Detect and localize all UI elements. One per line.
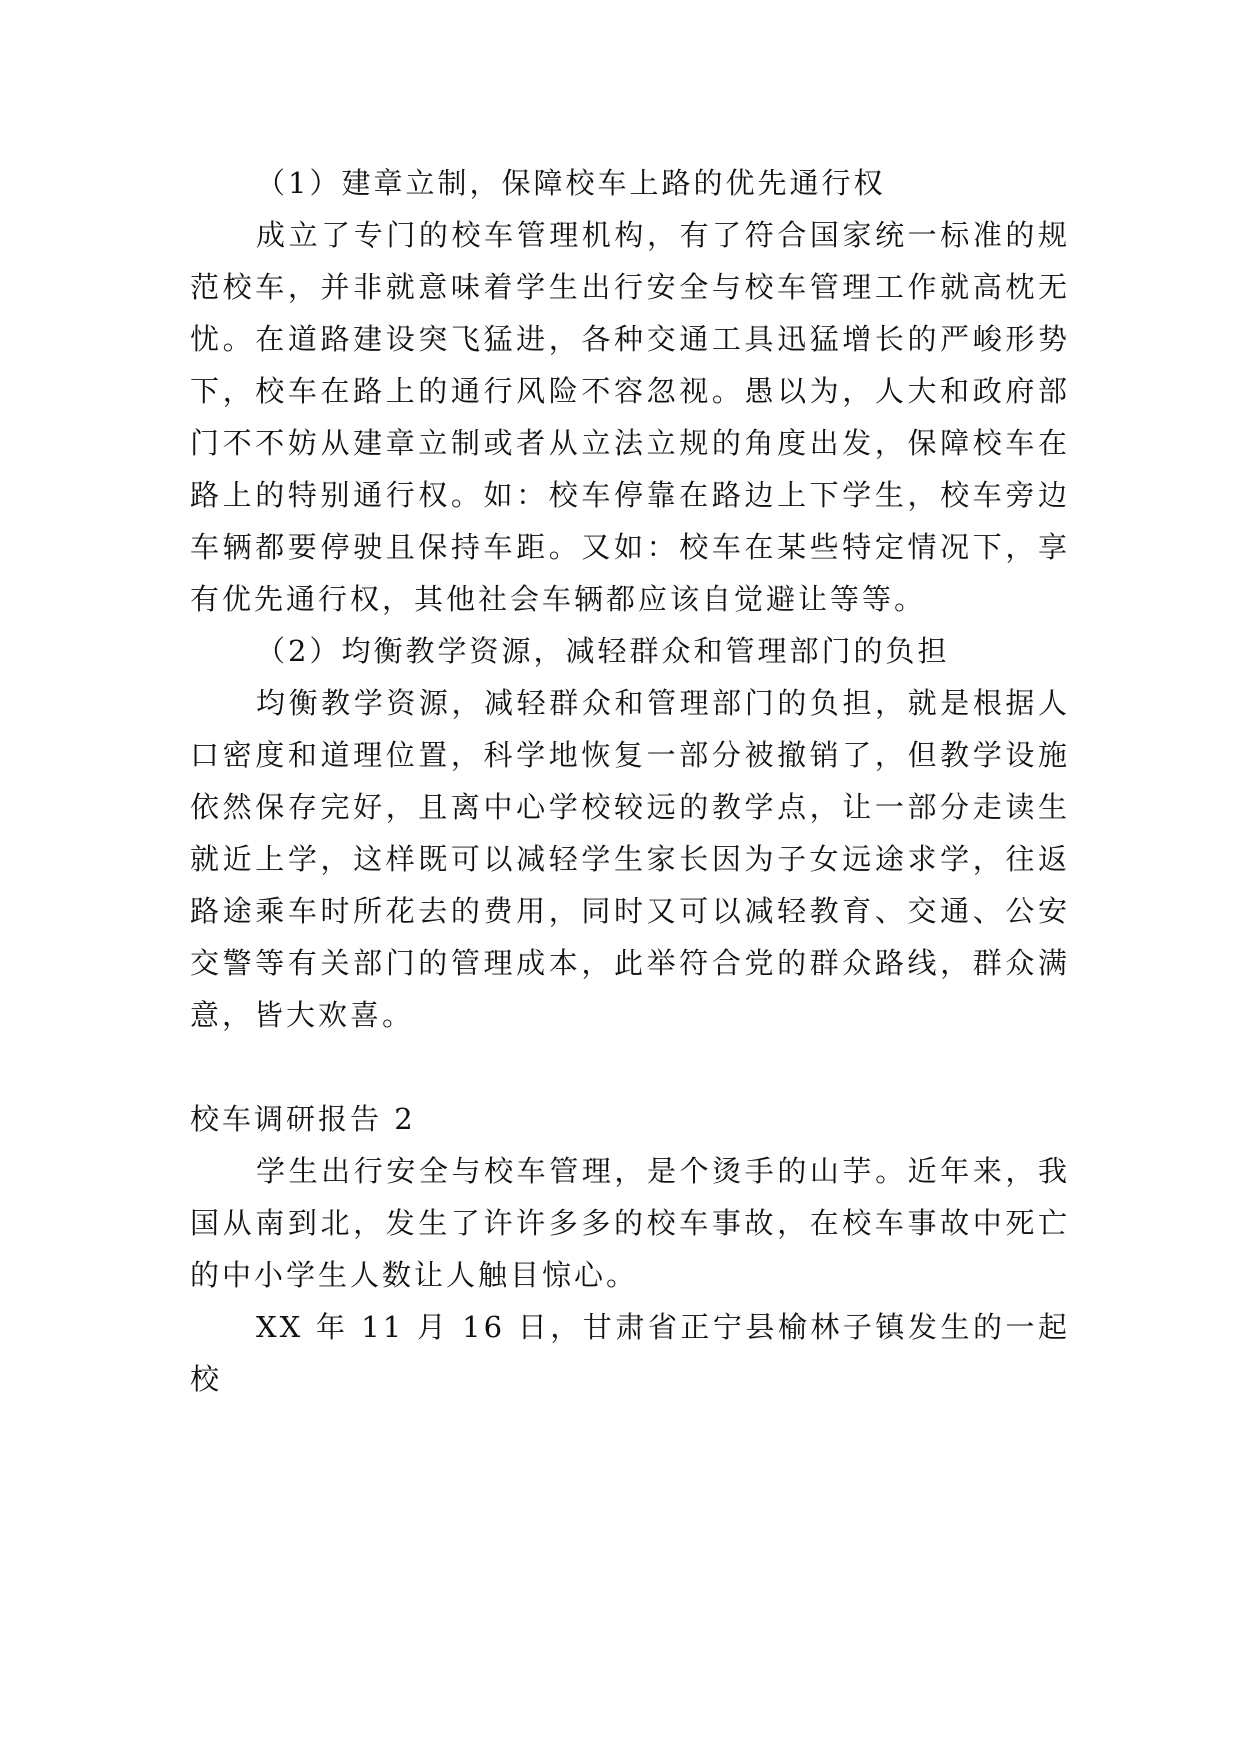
section1-heading: （1）建章立制，保障校车上路的优先通行权 (256, 166, 886, 200)
section2-heading: （2）均衡教学资源，减轻群众和管理部门的负担 (256, 634, 950, 668)
section1-paragraph: 成立了专门的校车管理机构，有了符合国家统一标准的规范校车，并非就意味着学生出行安全与校车管理工作就高枕无忧。在道路建设突飞猛进，各种交通工具迅猛增长的严峻形势下，校车在路上的通行风险不容忽视。愚以为，人大和政府部门不不妨从建章立制或者从立法立规的角度出发，保障校车在路上的特别通行权。如：校车停靠在路边上下学生，校车旁边车辆都要停驶且保持车距。又如：校车在某些特定情况下，享有优先通行权，其他社会车辆都应该自觉避让等等。 (190, 218, 1070, 616)
report2-paragraph-1: 学生出行安全与校车管理，是个烫手的山芋。近年来，我国从南到北，发生了许许多多的校车事故，在校车事故中死亡的中小学生人数让人触目惊心。 (190, 1154, 1070, 1292)
report2-paragraph-2: XX 年 11 月 16 日，甘肃省正宁县榆林子镇发生的一起校 (190, 1310, 1070, 1396)
document-body (190, 157, 1070, 1405)
section2-paragraph: 均衡教学资源，减轻群众和管理部门的负担，就是根据人口密度和道理位置，科学地恢复一部分被撤销了，但教学设施依然保存完好，且离中心学校较远的教学点，让一部分走读生就近上学，这样既可以减轻学生家长因为子女远途求学，往返路途乘车时所花去的费用，同时又可以减轻教育、交通、公安交警等有关部门的管理成本，此举符合党的群众路线，群众满意，皆大欢喜。 (190, 686, 1070, 1032)
report2-title: 校车调研报告 2 (190, 1102, 416, 1136)
